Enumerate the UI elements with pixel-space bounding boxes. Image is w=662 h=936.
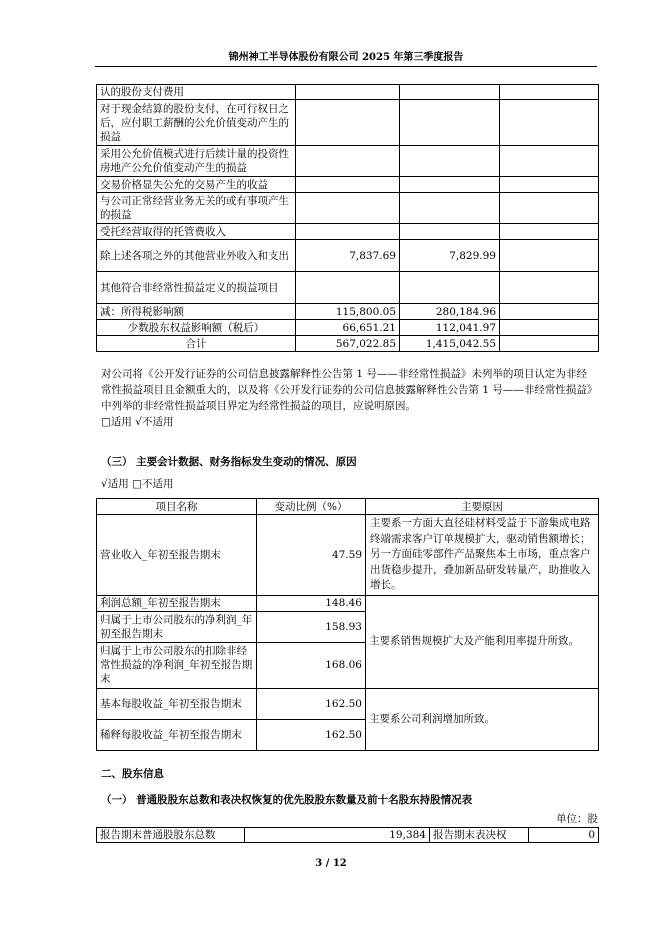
table-row <box>97 595 599 611</box>
item-name: 营业收入_年初至报告期末 <box>97 515 257 596</box>
item-name: 基本每股收益_年初至报告期末 <box>97 688 257 719</box>
table-row <box>97 688 599 719</box>
change-ratio: 148.46 <box>257 595 366 611</box>
table-row <box>97 193 599 224</box>
item-cell: 其他符合非经常性损益定义的损益项目 <box>97 272 296 304</box>
item-cell: 受托经营取得的托管费收入 <box>97 224 296 240</box>
reason-cell: 主要系销售规模扩大及产能利用率提升所致。 <box>366 595 599 688</box>
table-row <box>97 177 599 193</box>
note-paragraph: 对公司将《公开发行证券的公司信息披露解释性公告第 1 号——非经常性损益》未列举的项目认定为非经常性损益项目且金额重大的，以及将《公开发行证券的公司信息披露解释性公告第 1 号——非经常性损益》中列举的非经常性损益项目界定为经常性损益的项目，应说明原因。 <box>101 368 593 412</box>
page-number: 3 / 12 <box>315 858 347 869</box>
part-title: 二、股东信息 <box>101 768 164 780</box>
table-row <box>97 224 599 240</box>
section-title: （三） 主要会计数据、财务指标发生变动的情况、原因 <box>101 456 357 468</box>
item-cell: 对于现金结算的股份支付，在可行权日之后，应付职工薪酬的公允价值变动产生的损益 <box>97 100 296 146</box>
item-name: 稀释每股收益_年初至报告期末 <box>97 719 257 750</box>
item-cell: 少数股东权益影响额（税后） <box>97 320 296 336</box>
column-header: 项目名称 <box>97 499 257 515</box>
change-ratio: 158.93 <box>257 611 366 642</box>
table-row: 合计 567,022.85 1,415,042.55 <box>97 336 599 352</box>
column-header: 变动比例（%） <box>257 499 366 515</box>
table-header-row <box>97 499 599 515</box>
item-name: 归属于上市公司股东的扣除非经常性损益的净利润_年初至报告期末 <box>97 642 257 688</box>
nonrecurring-table <box>96 84 599 352</box>
table-row <box>97 100 599 146</box>
item-name: 利润总额_年初至报告期末 <box>97 595 257 611</box>
change-ratio: 162.50 <box>257 688 366 719</box>
unit-label: 单位：股 <box>556 813 598 825</box>
table-row <box>97 515 599 596</box>
item-cell: 除上述各项之外的其他营业外收入和支出 <box>97 240 296 272</box>
column-header: 主要原因 <box>366 499 599 515</box>
note-options: □适用 √不适用 <box>101 416 174 428</box>
change-ratio: 47.59 <box>257 515 366 596</box>
reason-cell: 主要系公司利润增加所致。 <box>366 688 599 750</box>
table-row: 减：所得税影响额 115,800.05 280,184.96 <box>97 304 599 320</box>
sub-title: （一） 普通股股东总数和表决权恢复的优先股股东数量及前十名股东持股情况表 <box>101 794 473 806</box>
change-table <box>96 498 599 751</box>
item-cell: 交易价格显失公允的交易产生的收益 <box>97 177 296 193</box>
table-row: 少数股东权益影响额（税后） 66,651.21 112,041.97 <box>97 320 599 336</box>
table-row: 报告期末普通股股东总数 19,384 报告期末表决权 0 <box>97 828 599 843</box>
section-options: √适用 □不适用 <box>101 478 174 490</box>
change-ratio: 162.50 <box>257 719 366 750</box>
table-row <box>97 272 599 304</box>
item-cell: 减：所得税影响额 <box>97 304 296 320</box>
change-ratio: 168.06 <box>257 642 366 688</box>
item-cell: 认的股份支付费用 <box>97 85 296 100</box>
shareholder-table <box>96 827 599 843</box>
table-row <box>97 85 599 100</box>
item-cell: 采用公允价值模式进行后续计量的投资性房地产公允价值变动产生的损益 <box>97 146 296 177</box>
item-cell: 合计 <box>97 336 296 352</box>
report-header: 锦州神工半导体股份有限公司 2025 年第三季度报告 <box>95 48 597 67</box>
table-row <box>97 146 599 177</box>
item-cell: 与公司正常经营业务无关的或有事项产生的损益 <box>97 193 296 224</box>
reason-cell: 主要系一方面大直径硅材料受益于下游集成电路终端需求客户订单规模扩大，驱动销售额增长；另一方面硅零部件产品聚焦本土市场，重点客户出货稳步提升，叠加新品研发转量产，助推收入增长。 <box>366 515 599 596</box>
table-row: 除上述各项之外的其他营业外收入和支出 7,837.69 7,829.99 <box>97 240 599 272</box>
item-name: 归属于上市公司股东的净利润_年初至报告期末 <box>97 611 257 642</box>
